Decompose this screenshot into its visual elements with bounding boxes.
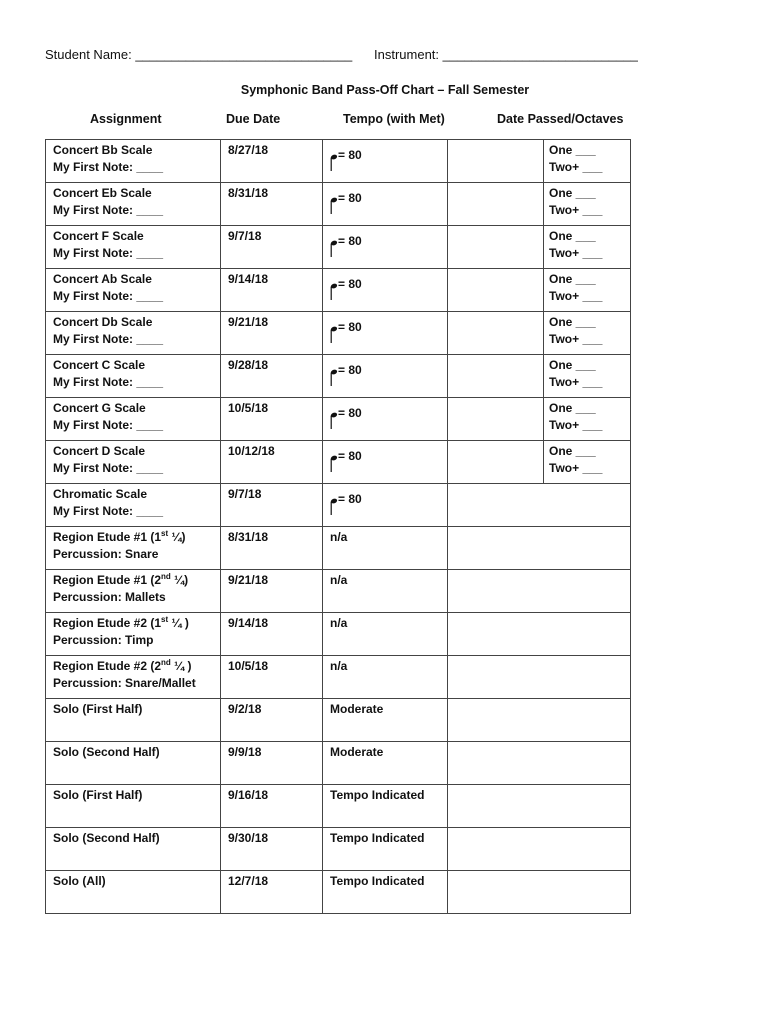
percussion-part: Percussion: Snare <box>53 547 159 561</box>
octave-one-field[interactable]: One ___ <box>549 186 596 200</box>
first-note-field[interactable]: My First Note: ____ <box>53 332 164 346</box>
first-note-field[interactable]: My First Note: ____ <box>53 160 164 174</box>
octave-two-field[interactable]: Two+ ___ <box>549 246 603 260</box>
tempo-value: = 80 <box>338 406 362 420</box>
percussion-part: Percussion: Timp <box>53 633 154 647</box>
percussion-part: Percussion: Mallets <box>53 590 166 604</box>
assignment-name: Chromatic Scale <box>53 487 148 501</box>
date-passed-cell[interactable] <box>448 785 631 828</box>
assignment-name: Concert F Scale <box>53 229 144 243</box>
octave-two-field[interactable]: Two+ ___ <box>549 289 603 303</box>
assignment-name: Solo (All) <box>53 874 106 888</box>
table-row <box>46 269 631 312</box>
due-date: 8/31/18 <box>228 186 269 200</box>
first-note-field[interactable]: My First Note: ____ <box>53 504 164 518</box>
octave-two-field[interactable]: Two+ ___ <box>549 160 603 174</box>
tempo-value: n/a <box>330 530 348 544</box>
due-date: 8/31/18 <box>228 530 269 544</box>
first-note-field[interactable]: My First Note: ____ <box>53 289 164 303</box>
table-row <box>46 828 631 871</box>
due-date: 9/21/18 <box>228 315 269 329</box>
first-note-field[interactable]: My First Note: ____ <box>53 246 164 260</box>
first-note-field[interactable]: My First Note: ____ <box>53 375 164 389</box>
due-date: 9/16/18 <box>228 788 269 802</box>
date-passed-cell[interactable] <box>448 613 631 656</box>
due-date: 9/14/18 <box>228 616 269 630</box>
assignment-name: Concert C Scale <box>53 358 146 372</box>
due-date: 9/2/18 <box>228 702 262 716</box>
due-date: 10/5/18 <box>228 659 269 673</box>
tempo-value: Moderate <box>330 745 384 759</box>
date-passed-cell[interactable] <box>448 742 631 785</box>
octave-two-field[interactable]: Two+ ___ <box>549 332 603 346</box>
column-header-date-passed: Date Passed/Octaves <box>497 112 624 126</box>
assignment-name: Region Etude #2 (1st ¼ ) <box>53 615 189 630</box>
due-date: 10/5/18 <box>228 401 269 415</box>
percussion-part: Percussion: Snare/Mallet <box>53 676 196 690</box>
tempo-value: = 80 <box>338 277 362 291</box>
due-date: 9/7/18 <box>228 487 262 501</box>
assignment-name: Concert D Scale <box>53 444 146 458</box>
tempo-value: = 80 <box>338 320 362 334</box>
octave-one-field[interactable]: One ___ <box>549 401 596 415</box>
due-date: 8/27/18 <box>228 143 269 157</box>
octave-one-field[interactable]: One ___ <box>549 315 596 329</box>
date-passed-cell[interactable] <box>448 226 544 269</box>
due-date: 9/28/18 <box>228 358 269 372</box>
table-row <box>46 355 631 398</box>
table-row <box>46 570 631 613</box>
student-name-field[interactable]: Student Name: ______________________________ <box>45 47 353 62</box>
octave-two-field[interactable]: Two+ ___ <box>549 418 603 432</box>
assignment-name: Solo (Second Half) <box>53 831 160 845</box>
tempo-value: Tempo Indicated <box>330 788 425 802</box>
due-date: 12/7/18 <box>228 874 269 888</box>
page-title: Symphonic Band Pass-Off Chart – Fall Semester <box>240 83 530 97</box>
column-header-due-date: Due Date <box>226 112 281 126</box>
date-passed-cell[interactable] <box>448 570 631 613</box>
tempo-value: = 80 <box>338 148 362 162</box>
assignment-name: Solo (First Half) <box>53 788 143 802</box>
tempo-value: n/a <box>330 573 348 587</box>
due-date: 10/12/18 <box>228 444 275 458</box>
column-header-tempo: Tempo (with Met) <box>343 112 445 126</box>
assignment-name: Solo (Second Half) <box>53 745 160 759</box>
date-passed-cell[interactable] <box>448 527 631 570</box>
assignment-name: Concert Eb Scale <box>53 186 152 200</box>
tempo-value: n/a <box>330 616 348 630</box>
tempo-value: = 80 <box>338 449 362 463</box>
due-date: 9/30/18 <box>228 831 269 845</box>
date-passed-cell[interactable] <box>448 828 631 871</box>
assignment-name: Concert Ab Scale <box>53 272 152 286</box>
table-row <box>46 398 631 441</box>
date-passed-cell[interactable] <box>448 183 544 226</box>
tempo-value: Tempo Indicated <box>330 874 425 888</box>
assignment-name: Concert Db Scale <box>53 315 153 329</box>
octave-one-field[interactable]: One ___ <box>549 358 596 372</box>
due-date: 9/9/18 <box>228 745 262 759</box>
tempo-value: = 80 <box>338 234 362 248</box>
assignment-name: Region Etude #1 (1st ¼) <box>53 529 186 544</box>
pass-off-table <box>45 139 631 914</box>
table-row <box>46 183 631 226</box>
table-row <box>46 527 631 570</box>
assignment-name: Solo (First Half) <box>53 702 143 716</box>
octave-two-field[interactable]: Two+ ___ <box>549 203 603 217</box>
first-note-field[interactable]: My First Note: ____ <box>53 418 164 432</box>
table-row <box>46 226 631 269</box>
table-row <box>46 441 631 484</box>
date-passed-cell[interactable] <box>448 871 631 914</box>
table-row <box>46 742 631 785</box>
table-row <box>46 656 631 699</box>
table-row <box>46 871 631 914</box>
octave-two-field[interactable]: Two+ ___ <box>549 461 603 475</box>
tempo-value: = 80 <box>338 492 362 506</box>
tempo-value: = 80 <box>338 191 362 205</box>
assignment-name: Concert Bb Scale <box>53 143 153 157</box>
instrument-field[interactable]: Instrument: ___________________________ <box>374 47 638 62</box>
date-passed-cell[interactable] <box>448 355 544 398</box>
table-row <box>46 785 631 828</box>
assignment-name: Region Etude #1 (2nd ¼) <box>53 572 189 587</box>
table-row <box>46 699 631 742</box>
tempo-value: Tempo Indicated <box>330 831 425 845</box>
octave-one-field[interactable]: One ___ <box>549 272 596 286</box>
assignment-name: Region Etude #2 (2nd ¼ ) <box>53 658 192 673</box>
due-date: 9/14/18 <box>228 272 269 286</box>
assignment-name: Concert G Scale <box>53 401 146 415</box>
octave-two-field[interactable]: Two+ ___ <box>549 375 603 389</box>
table-row <box>46 613 631 656</box>
date-passed-cell[interactable] <box>448 699 631 742</box>
tempo-value: = 80 <box>338 363 362 377</box>
octave-one-field[interactable]: One ___ <box>549 444 596 458</box>
due-date: 9/7/18 <box>228 229 262 243</box>
octave-one-field[interactable]: One ___ <box>549 143 596 157</box>
table-row <box>46 140 631 183</box>
date-passed-cell[interactable] <box>448 484 631 527</box>
tempo-value: Moderate <box>330 702 384 716</box>
date-passed-cell[interactable] <box>448 441 544 484</box>
due-date: 9/21/18 <box>228 573 269 587</box>
table-row <box>46 484 631 527</box>
date-passed-cell[interactable] <box>448 269 544 312</box>
date-passed-cell[interactable] <box>448 140 544 183</box>
first-note-field[interactable]: My First Note: ____ <box>53 203 164 217</box>
date-passed-cell[interactable] <box>448 398 544 441</box>
first-note-field[interactable]: My First Note: ____ <box>53 461 164 475</box>
date-passed-cell[interactable] <box>448 312 544 355</box>
table-row <box>46 312 631 355</box>
octave-one-field[interactable]: One ___ <box>549 229 596 243</box>
tempo-value: n/a <box>330 659 348 673</box>
column-header-assignment: Assignment <box>90 112 162 126</box>
date-passed-cell[interactable] <box>448 656 631 699</box>
